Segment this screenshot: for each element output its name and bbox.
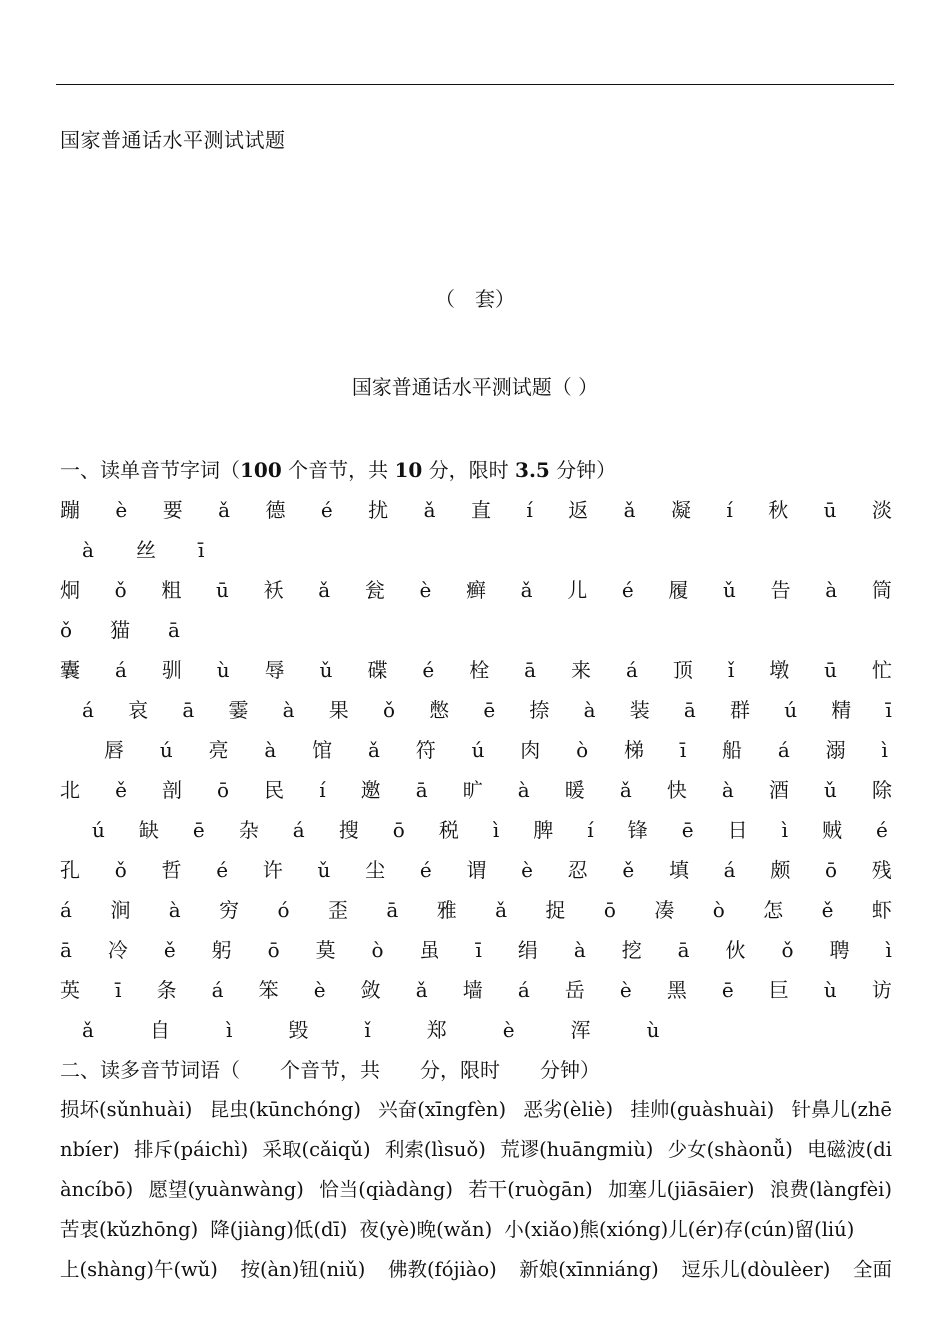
char-token: ī <box>679 738 687 762</box>
char-token: ō <box>217 778 230 802</box>
word-token: 针鼻儿(zhē <box>791 1098 892 1121</box>
char-token: ā <box>415 778 428 802</box>
char-token: 墩 <box>769 658 790 682</box>
char-token: 民 <box>264 778 285 802</box>
document-title: 国家普通话水平测试试题 <box>60 128 286 152</box>
char-token: ě <box>163 938 176 962</box>
char-token: á <box>82 698 94 722</box>
header-rule <box>56 84 894 85</box>
word-token: àncíbō) <box>60 1178 134 1201</box>
char-token: 哲 <box>161 858 182 882</box>
char-token: 巨 <box>768 978 789 1002</box>
char-token: 挖 <box>621 938 642 962</box>
char-token: 黑 <box>666 978 687 1002</box>
char-token: è <box>313 978 326 1002</box>
char-token: 栓 <box>469 658 490 682</box>
char-token: ù <box>823 978 837 1002</box>
char-token: 船 <box>722 738 743 762</box>
char-token: ǐ <box>364 1018 371 1042</box>
char-token: ǐ <box>727 658 735 682</box>
char-token: ě <box>115 778 127 802</box>
char-token: é <box>621 578 634 602</box>
char-token: 憋 <box>429 698 450 722</box>
word-token: 挂帅(guàshuài) <box>630 1098 775 1121</box>
char-token: é <box>419 858 432 882</box>
char-token: ē <box>483 698 496 722</box>
char-token: 果 <box>328 698 349 722</box>
char-token: 凑 <box>654 898 675 922</box>
char-token: é <box>216 858 229 882</box>
char-token: 敛 <box>360 978 381 1002</box>
char-token: ī <box>475 938 482 962</box>
word-token: 逗乐儿(dòulèer) <box>681 1258 831 1281</box>
char-row <box>60 570 892 610</box>
char-token: 北 <box>60 778 80 802</box>
char-token: 猫 <box>110 618 131 642</box>
char-token: 精 <box>831 698 852 722</box>
char-token: 颇 <box>770 858 791 882</box>
char-token: 来 <box>571 658 592 682</box>
char-token: è <box>419 578 432 602</box>
char-token: 伙 <box>725 938 746 962</box>
char-token: 躬 <box>211 938 232 962</box>
char-token: 亮 <box>208 738 229 762</box>
char-token: 除 <box>871 778 892 802</box>
word-token: 荒谬(huāngmiù) <box>500 1138 654 1161</box>
char-token: 虾 <box>871 898 892 922</box>
char-token: ā <box>524 658 537 682</box>
char-token: 墙 <box>462 978 483 1002</box>
char-token: 虽 <box>419 938 440 962</box>
char-token: é <box>422 658 435 682</box>
char-row <box>60 610 892 650</box>
char-token: í <box>526 498 533 522</box>
char-token: 穷 <box>219 898 240 922</box>
char-token: 癣 <box>465 578 486 602</box>
word-token: 若干(ruògān) <box>468 1178 593 1201</box>
char-token: ū <box>216 578 229 602</box>
char-token: ǒ <box>114 858 127 882</box>
char-token: 捉 <box>545 898 566 922</box>
word-row <box>60 1210 892 1250</box>
word-token: 少女(shàonǚ) <box>667 1138 793 1161</box>
char-token: 酒 <box>768 778 789 802</box>
char-token: ō <box>825 858 838 882</box>
char-token: ā <box>677 938 690 962</box>
char-token: ā <box>168 618 180 642</box>
word-row <box>60 1090 892 1130</box>
char-token: 溺 <box>825 738 846 762</box>
char-token: 郑 <box>426 1018 447 1042</box>
char-token: ē <box>681 818 694 842</box>
char-token: ǎ <box>495 898 508 922</box>
char-token: è <box>619 978 632 1002</box>
char-token: ě <box>622 858 635 882</box>
char-token: 驯 <box>161 658 182 682</box>
char-token: è <box>115 498 128 522</box>
char-token: à <box>721 778 734 802</box>
char-token: 装 <box>629 698 650 722</box>
char-token: í <box>319 778 326 802</box>
word-token: 恶劣(èliè) <box>523 1098 614 1121</box>
char-row <box>60 890 892 930</box>
char-token: ǒ <box>781 938 794 962</box>
char-token: á <box>114 658 127 682</box>
word-token: 兴奋(xīngfèn) <box>378 1098 507 1121</box>
char-token: ā <box>683 698 696 722</box>
char-token: à <box>573 938 586 962</box>
char-token: 群 <box>730 698 751 722</box>
char-token: 孔 <box>60 858 80 882</box>
char-token: à <box>168 898 181 922</box>
char-token: ǎ <box>520 578 533 602</box>
char-row <box>60 1010 892 1050</box>
word-token: 愿望(yuànwàng) <box>148 1178 304 1201</box>
word-token: 按(àn)钮(niǔ) <box>240 1258 366 1281</box>
char-token: í <box>587 818 594 842</box>
char-token: ì <box>781 818 788 842</box>
char-token: 笨 <box>258 978 279 1002</box>
char-token: 贼 <box>822 818 843 842</box>
char-token: 自 <box>149 1018 170 1042</box>
word-token: 降(jiàng)低(dī) <box>210 1218 348 1241</box>
char-token: 扰 <box>368 498 389 522</box>
word-token: 排斥(páichì) <box>134 1138 249 1161</box>
char-token: é <box>320 498 333 522</box>
word-row <box>60 1170 892 1210</box>
char-token: 袄 <box>263 578 284 602</box>
word-row <box>60 1130 892 1170</box>
char-token: ǔ <box>317 858 331 882</box>
char-token: 岳 <box>564 978 585 1002</box>
char-token: 囊 <box>60 658 80 682</box>
char-token: 霎 <box>228 698 249 722</box>
char-token: à <box>282 698 295 722</box>
char-token: 凝 <box>670 498 691 522</box>
word-token: 利索(lìsuǒ) <box>384 1138 486 1161</box>
char-token: à <box>82 538 94 562</box>
char-token: ǔ <box>319 658 333 682</box>
char-token: 聘 <box>829 938 850 962</box>
char-row <box>60 690 892 730</box>
char-token: 搜 <box>338 818 359 842</box>
char-row <box>60 810 892 850</box>
char-token: ī <box>115 978 122 1002</box>
word-token: 上(shàng)午(wǔ) <box>60 1258 218 1281</box>
char-token: 雅 <box>436 898 457 922</box>
char-row <box>60 770 892 810</box>
char-token: 莫 <box>315 938 336 962</box>
char-token: 怎 <box>763 898 784 922</box>
char-token: ū <box>824 658 838 682</box>
char-token: à <box>825 578 838 602</box>
char-row <box>60 650 892 690</box>
char-token: ē <box>721 978 734 1002</box>
char-token: á <box>517 978 530 1002</box>
char-token: é <box>876 818 888 842</box>
word-token: 采取(cǎiqǔ) <box>262 1138 371 1161</box>
char-token: ì <box>881 738 888 762</box>
char-token: ǎ <box>423 498 436 522</box>
char-token: 馆 <box>312 738 333 762</box>
char-token: ǔ <box>723 578 736 602</box>
word-token: 苦衷(kǔzhōng) <box>60 1218 199 1241</box>
word-token: 夜(yè)晚(wǎn) <box>359 1218 493 1241</box>
char-token: 邀 <box>360 778 381 802</box>
char-row <box>60 850 892 890</box>
char-token: 捺 <box>529 698 550 722</box>
char-token: ō <box>603 898 616 922</box>
char-token: 涧 <box>110 898 131 922</box>
char-row <box>60 530 892 570</box>
char-token: ē <box>192 818 205 842</box>
char-token: ī <box>885 698 892 722</box>
char-token: 日 <box>727 818 748 842</box>
char-token: 筒 <box>871 578 892 602</box>
char-token: 炯 <box>60 578 80 602</box>
char-token: ù <box>216 658 230 682</box>
char-token: 履 <box>668 578 689 602</box>
char-token: ǎ <box>318 578 331 602</box>
char-token: 锋 <box>627 818 648 842</box>
word-token: 加塞儿(jiāsāier) <box>608 1178 755 1201</box>
char-token: á <box>777 738 790 762</box>
char-token: 税 <box>438 818 459 842</box>
char-token: 德 <box>265 498 286 522</box>
word-token: nbíer) <box>60 1138 120 1161</box>
char-token: ò <box>576 738 589 762</box>
char-token: ò <box>371 938 384 962</box>
char-token: ǒ <box>382 698 395 722</box>
char-token: 秋 <box>768 498 789 522</box>
char-token: 辱 <box>264 658 285 682</box>
char-token: è <box>502 1018 515 1042</box>
main-title: 国家普通话水平测试题（ ） <box>351 375 599 399</box>
char-token: á <box>211 978 224 1002</box>
char-token: 告 <box>770 578 791 602</box>
char-token: ì <box>885 938 892 962</box>
char-token: á <box>60 898 72 922</box>
char-token: 暖 <box>564 778 585 802</box>
word-token: 浪费(làngfèi) <box>769 1178 892 1201</box>
char-token: 剖 <box>161 778 182 802</box>
section2-heading: 二、读多音节词语（ 个音节，共 分，限时 分钟） <box>60 1058 600 1082</box>
char-token: 浑 <box>570 1018 591 1042</box>
char-token: 尘 <box>365 858 386 882</box>
char-token: 毁 <box>288 1018 309 1042</box>
char-token: ú <box>159 738 173 762</box>
char-token: ō <box>267 938 280 962</box>
word-token: 损坏(sǔnhuài) <box>60 1098 193 1121</box>
char-token: 碟 <box>367 658 388 682</box>
section1-heading: 一、读单音节字词（100 个音节，共 10 分，限时 3.5 分钟） <box>60 458 617 482</box>
char-token: 符 <box>415 738 436 762</box>
word-token: 新娘(xīnniáng) <box>519 1258 659 1281</box>
char-token: ǒ <box>114 578 127 602</box>
char-row <box>60 490 892 530</box>
word-token: 佛教(fójiào) <box>387 1258 497 1281</box>
char-token: ú <box>784 698 798 722</box>
char-token: 冷 <box>107 938 128 962</box>
char-token: á <box>625 658 638 682</box>
char-token: 条 <box>156 978 177 1002</box>
char-token: 快 <box>666 778 687 802</box>
char-token: í <box>726 498 733 522</box>
char-token: ā <box>182 698 195 722</box>
char-row <box>60 930 892 970</box>
set-label: （ 套） <box>435 287 515 311</box>
char-token: ō <box>392 818 405 842</box>
char-token: ǎ <box>367 738 380 762</box>
char-token: 英 <box>60 978 80 1002</box>
test-content <box>60 450 892 1290</box>
section1-lines <box>60 490 892 1050</box>
word-token: 电磁波(di <box>807 1138 892 1161</box>
char-token: ū <box>823 498 837 522</box>
char-token: 梯 <box>623 738 644 762</box>
char-token: ì <box>492 818 500 842</box>
char-token: ī <box>197 538 205 562</box>
char-token: 缺 <box>138 818 159 842</box>
char-token: 残 <box>871 858 892 882</box>
char-token: á <box>723 858 736 882</box>
char-token: 直 <box>470 498 491 522</box>
word-token: 昆虫(kūnchóng) <box>209 1098 361 1121</box>
char-token: ǒ <box>60 618 73 642</box>
char-token: ú <box>92 818 105 842</box>
char-token: 丝 <box>135 538 156 562</box>
char-token: 访 <box>871 978 892 1002</box>
char-token: ǎ <box>415 978 428 1002</box>
char-row <box>60 970 892 1010</box>
char-token: ò <box>712 898 725 922</box>
word-row <box>60 1250 892 1290</box>
word-token: 小(xiǎo)熊(xióng)儿(ér)存(cún)留(liú) <box>504 1218 855 1241</box>
char-token: 许 <box>262 858 283 882</box>
char-token: 返 <box>568 498 589 522</box>
char-token: 谓 <box>466 858 487 882</box>
char-token: ā <box>386 898 399 922</box>
char-token: 绢 <box>517 938 538 962</box>
word-token: 全面 <box>852 1258 892 1281</box>
char-row <box>60 730 892 770</box>
char-token: 杂 <box>238 818 259 842</box>
word-token: 恰当(qiàdàng) <box>319 1178 453 1201</box>
char-token: 忙 <box>871 658 892 682</box>
char-token: 淡 <box>871 498 892 522</box>
char-token: ǔ <box>823 778 837 802</box>
char-token: à <box>517 778 530 802</box>
char-token: 旷 <box>462 778 483 802</box>
char-token: ǎ <box>82 1018 94 1042</box>
char-token: 瓮 <box>364 578 385 602</box>
char-token: ó <box>277 898 290 922</box>
char-token: à <box>264 738 277 762</box>
char-token: 粗 <box>161 578 182 602</box>
char-token: 蹦 <box>60 498 80 522</box>
char-token: 忍 <box>567 858 588 882</box>
char-token: 哀 <box>128 698 149 722</box>
char-token: ǎ <box>619 778 632 802</box>
char-token: è <box>521 858 533 882</box>
char-token: 填 <box>668 858 689 882</box>
char-token: ì <box>225 1018 233 1042</box>
char-token: á <box>292 818 305 842</box>
char-token: 歪 <box>327 898 348 922</box>
char-token: 肉 <box>520 738 541 762</box>
char-token: ā <box>60 938 72 962</box>
char-token: ǎ <box>623 498 636 522</box>
char-token: ǎ <box>218 498 231 522</box>
char-token: ù <box>646 1018 660 1042</box>
char-token: 顶 <box>672 658 693 682</box>
char-token: ú <box>471 738 485 762</box>
char-token: à <box>583 698 596 722</box>
section2-lines <box>60 1090 892 1290</box>
char-token: 唇 <box>104 738 124 762</box>
char-token: ě <box>821 898 834 922</box>
char-token: 要 <box>162 498 183 522</box>
char-token: 儿 <box>567 578 588 602</box>
char-token: 脾 <box>533 818 554 842</box>
